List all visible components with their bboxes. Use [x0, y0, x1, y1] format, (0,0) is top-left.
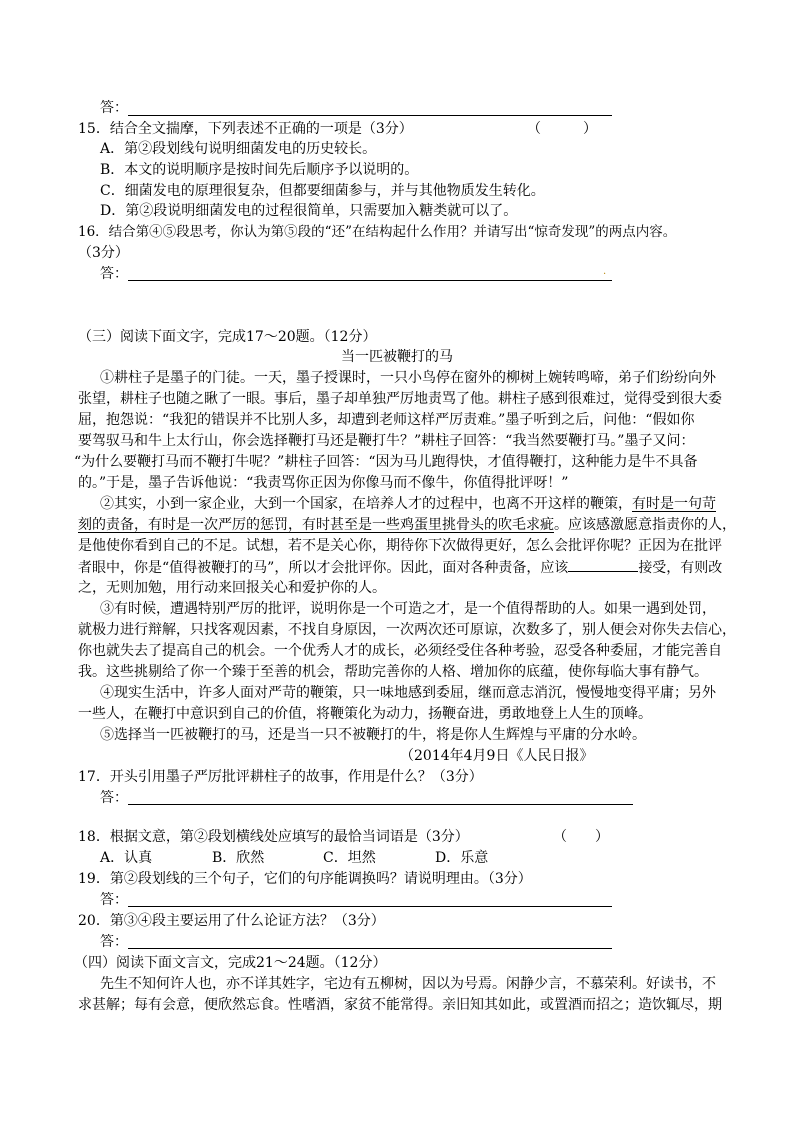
question-16: 16．结合第④⑤段思考，你认为第⑤段的“还”在结构起什么作用？并请写出“惊奇发现”的两点内容。	[78, 224, 677, 240]
p1-line-4: 要驾驭马和牛上太行山，你会选择鞭打马还是鞭打牛？”耕柱子回答：“我当然要鞭打马。”墨子又问：	[78, 433, 695, 449]
option-18a: A．认真	[100, 850, 153, 866]
answer-label-q20: 答：	[100, 934, 128, 950]
option-18b: B．欣然	[212, 850, 265, 866]
p5-line-1: ⑤选择当一匹被鞭打的马，还是当一只不被鞭打的牛，将是你人生辉煌与平庸的分水岭。	[100, 727, 646, 743]
p1-line-5: “为什么要鞭打马而不鞭打牛呢？”耕柱子回答：“因为马儿跑得快，才值得鞭打，这种能力是牛不具备	[74, 454, 698, 470]
section-3-intro: （三）阅读下面文字，完成17～20题。（12分）	[78, 329, 377, 345]
p1-line-1: ①耕柱子是墨子的门徒。一天，墨子授课时，一只小鸟停在窗外的柳树上婉转鸣啼，弟子们纷纷向外	[100, 370, 716, 386]
answer-bracket-q15[interactable]: （ ）	[527, 121, 597, 137]
section-4-intro: （四）阅读下面文言文，完成21～24题。（12分）	[74, 955, 387, 971]
question-15: 15．结合全文揣摩，下列表述不正确的一项是（3分）	[78, 121, 413, 137]
option-15b: B．本文的说明顺序是按时间先后顺序予以说明的。	[100, 162, 419, 178]
answer-label-q16: 答：	[100, 266, 128, 282]
question-20: 20．第③④段主要运用了什么论证方法？（3分）	[78, 913, 385, 929]
p4-line-1: ④现实生活中，许多人面对严苛的鞭策，只一味地感到委屈，继而意志消沉，慢慢地变得平庸；另外	[100, 685, 716, 701]
option-18d: D．乐意	[435, 850, 489, 866]
p1-line-6: 的。”于是，墨子告诉他说：“我责骂你正因为你像马而不像牛，你值得批评呀！”	[78, 475, 569, 491]
p3-line-3: 你也就失去了提高自己的机会。一个优秀人才的成长，必须经受住各种考验，忍受各种委屈，才能完善自	[78, 643, 722, 659]
p2-line-2	[78, 515, 736, 535]
p3-line-1: ③有时候，遭遇特别严厉的批评，说明你是一个可造之才，是一个值得帮助的人。如果一遇到处罚，	[100, 601, 716, 617]
article-source: （2014年4月9日《人民日报》	[400, 748, 594, 764]
p2-line-1-text: ②其实，小到一家企业，大到一个国家，在培养人才的过程中，也离不开这样的鞭策，	[100, 496, 632, 512]
answer-line-q19[interactable]	[128, 905, 612, 907]
option-15c: C．细菌发电的原理很复杂，但都要细菌参与，并与其他物质发生转化。	[100, 183, 545, 199]
p2-line-2-text: 。应该感激愿意指责你的人，	[554, 517, 736, 533]
underlined-sentences-2-3: 刻的责备，有时是一次严厉的惩罚，有时甚至是一些鸡蛋里挑骨头的吹毛求疵	[78, 517, 554, 533]
question-18: 18．根据文意，第②段划横线处应填写的最恰当词语是（3分）	[78, 829, 469, 845]
p2-line-3: 是他使你看到自己的不足。试想，若不是关心你，期待你下次做得更好，怎么会批评你呢？正因为在批评	[78, 538, 722, 554]
p2-line-4-text: 者眼中，你是“值得被鞭打的马”，所以才会批评你。因此，面对各种责备，应该	[78, 560, 569, 576]
p2-line-4-tail: 接受，有则改	[638, 560, 723, 576]
answer-bracket-q18[interactable]: （ ）	[553, 829, 609, 845]
p2-line-5: 之，无则加勉，用行动来回报关心和爱护你的人。	[78, 580, 386, 596]
article-title: 当一匹被鞭打的马	[341, 349, 453, 365]
question-16-score: （3分）	[78, 245, 129, 261]
p1-line-3: 屈，抱怨说：“我犯的错误并不比别人多，却遭到老师这样严厉责难。”墨子听到之后，问他：“假如你	[78, 412, 695, 428]
underlined-sentence-1: 有时是一句苛	[632, 496, 716, 512]
answer-label-q19: 答：	[100, 892, 128, 908]
answer-line-q17[interactable]	[128, 803, 633, 805]
p1-line-2: 张望，耕柱子也随之瞅了一眼。事后，墨子却单独严厉地责骂了他。耕柱子感到很难过，觉得受到很大委	[78, 391, 722, 407]
answer-label-q14: 答：	[100, 100, 128, 116]
p4-line-2: 一些人，在鞭打中意识到自己的价值，将鞭策化为动力，扬鞭奋进，勇敢地登上人生的顶峰。	[78, 706, 652, 722]
answer-line-q14[interactable]	[128, 114, 612, 116]
p3-line-2: 就极力进行辩解，只找客观因素，不找自身原因，一次两次还可原谅，次数多了，别人便会对你失去信心，	[78, 622, 736, 638]
p3-line-4: 我。这些挑剔给了你一个臻于至善的机会，帮助完善你的人格、增加你的底蕴，使你每临大事有静气。	[78, 664, 708, 680]
question-17: 17．开头引用墨子严厉批评耕柱子的故事，作用是什么？（3分）	[78, 769, 483, 785]
option-15a: A．第②段划线句说明细菌发电的历史较长。	[100, 141, 377, 157]
answer-label-q17: 答：	[100, 790, 128, 806]
question-19: 19．第②段划线的三个句子，它们的句序能调换吗？请说明理由。（3分）	[78, 871, 532, 887]
option-18c: C．坦然	[323, 850, 376, 866]
answer-line-q16[interactable]	[128, 279, 612, 281]
classical-text-line-2: 求甚解；每有会意，便欣然忘食。性嗜酒，家贫不能常得。亲旧知其如此，或置酒而招之；造饮辄尽，期	[78, 997, 722, 1013]
fill-blank-q18[interactable]	[568, 557, 638, 572]
p2-line-4	[78, 557, 722, 577]
stray-dot: .	[603, 266, 607, 277]
classical-text-line-1: 先生不知何许人也，亦不详其姓字，宅边有五柳树，因以为号焉。闲静少言，不慕荣利。好读书，不	[100, 976, 716, 992]
answer-line-q20[interactable]	[128, 947, 612, 949]
p2-line-1	[100, 494, 716, 514]
option-15d: D．第②段说明细菌发电的过程很简单，只需要加入糖类就可以了。	[100, 203, 518, 219]
